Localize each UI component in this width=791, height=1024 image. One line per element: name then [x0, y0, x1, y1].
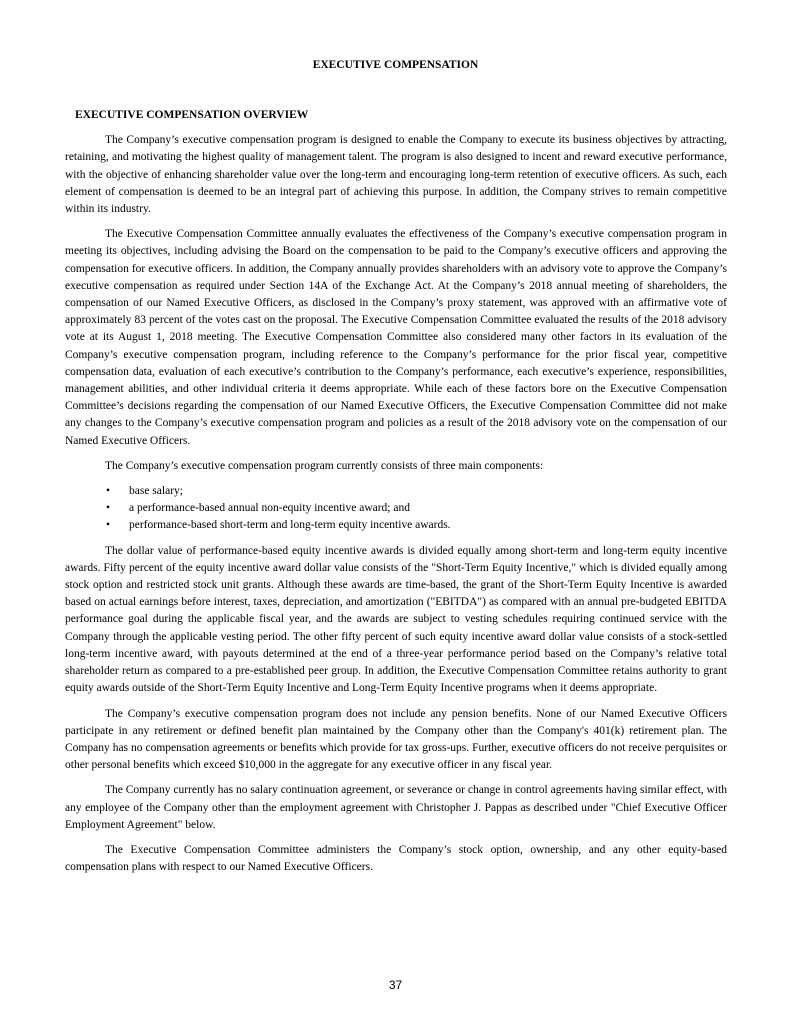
page-number: 37 — [388, 978, 403, 992]
bullet-marker: • — [106, 502, 111, 515]
paragraph-salary-continuation: The Company currently has no salary continuation agreement, or severance or change in control agreements having similar effect, with any employee of the Company other than the employment agreement with Christopher J. Pappas as described under "Chief Executive Officer Employment Agreement" below. — [65, 784, 727, 831]
paragraph-equity-awards: The dollar value of performance-based equity incentive awards is divided equally among short-term and long-term equity incentive awards. Fifty percent of the equity incentive award dollar value consists of the "Short-Term Equity Incentive," which is divided equally among stock option and restricted stock unit grants. Although these awards are time-based, the grant of the Short-Term Equity Incentive is awarded based on actual earnings before interest, taxes, depreciation, and amortization ("EBITDA") as compared with an annual pre-budgeted EBITDA performance goal during the applicable fiscal year, and the awards are subject to vesting schedules requiring continued service with the Company through the applicable vesting period. The other fifty percent of such equity incentive award dollar value consists of a stock-settled long-term incentive award, with payouts determined at the end of a three-year performance period based on the Company’s relative total shareholder return as compared to a pre-established peer group. In addition, the Executive Compensation Committee retains authority to grant equity awards outside of the Short-Term Equity Incentive and Long-Term Equity Incentive programs when it deems appropriate. — [65, 544, 727, 695]
list-item-text: a performance-based annual non-equity incentive award; and — [129, 502, 410, 515]
bullet-marker: • — [106, 485, 111, 498]
paragraph-committee-evaluation: The Executive Compensation Committee annually evaluates the effectiveness of the Company’s executive compensation program in meeting its objectives, including advising the Board on the compensation to be paid to the Company’s executive officers and approving the compensation for executive officers. In addition, the Company annually provides shareholders with an advisory vote to approve the Company’s executive compensation as required under Section 14A of the Exchange Act. At the Company’s 2018 annual meeting of shareholders, the compensation of our Named Executive Officers, as disclosed in the Company’s proxy statement, was approved with an affirmative vote of approximately 83 percent of the votes cast on the proposal. The Executive Compensation Committee evaluated the results of the 2018 advisory vote at its August 1, 2018 meeting. The Executive Compensation Committee also considered many other factors in its evaluation of the Company’s executive compensation program, including reference to the Company’s performance for the prior fiscal year, competitive compensation data, evaluation of each executive’s contribution to the Company’s performance, each executive’s experience, responsibilities, management abilities, and other individual criteria it deems appropriate. While each of these factors bore on the Executive Compensation Committee’s decisions regarding the compensation of our Named Executive Officers, the Executive Compensation Committee did not make any changes to the Company’s executive compensation program and policies as a result of the 2018 advisory vote on the compensation of our Named Executive Officers. — [65, 228, 727, 447]
paragraph-components-intro: The Company’s executive compensation program currently consists of three main components: — [105, 459, 544, 472]
paragraph-program-objectives: The Company’s executive compensation program is designed to enable the Company to execute its business objectives by attracting, retaining, and motivating the highest quality of management talent. The program is also designed to incent and reward executive performance, with the objective of enhancing shareholder value over the long-term and encouraging long-term retention of executive officers. As such, each element of compensation is deemed to be an integral part of achieving this purpose. In addition, the Company strives to remain competitive within its industry. — [65, 134, 727, 216]
paragraph-pension-benefits: The Company’s executive compensation program does not include any pension benefits. None of our Named Executive Officers participate in any retirement or defined benefit plan maintained by the Company other than the Company's 401(k) retirement plan. The Company has no compensation agreements or benefits which provide for tax gross-ups. Further, executive officers do not receive perquisites or other personal benefits which exceed $10,000 in the aggregate for any executive officer in any fiscal year. — [65, 707, 727, 772]
bullet-marker: • — [106, 519, 111, 532]
section-heading: EXECUTIVE COMPENSATION OVERVIEW — [75, 109, 309, 121]
document-body — [65, 107, 727, 884]
paragraph-plan-administration: The Executive Compensation Committee administers the Company’s stock option, ownership, and any other equity-based compensation plans with respect to our Named Executive Officers. — [65, 843, 727, 874]
list-item — [65, 500, 727, 517]
list-item — [65, 483, 727, 500]
list-item-text: base salary; — [129, 485, 183, 498]
list-item — [65, 517, 727, 534]
list-item-text: performance-based short-term and long-term equity incentive awards. — [129, 519, 451, 532]
components-list — [65, 483, 727, 535]
page-title: EXECUTIVE COMPENSATION — [312, 59, 479, 71]
